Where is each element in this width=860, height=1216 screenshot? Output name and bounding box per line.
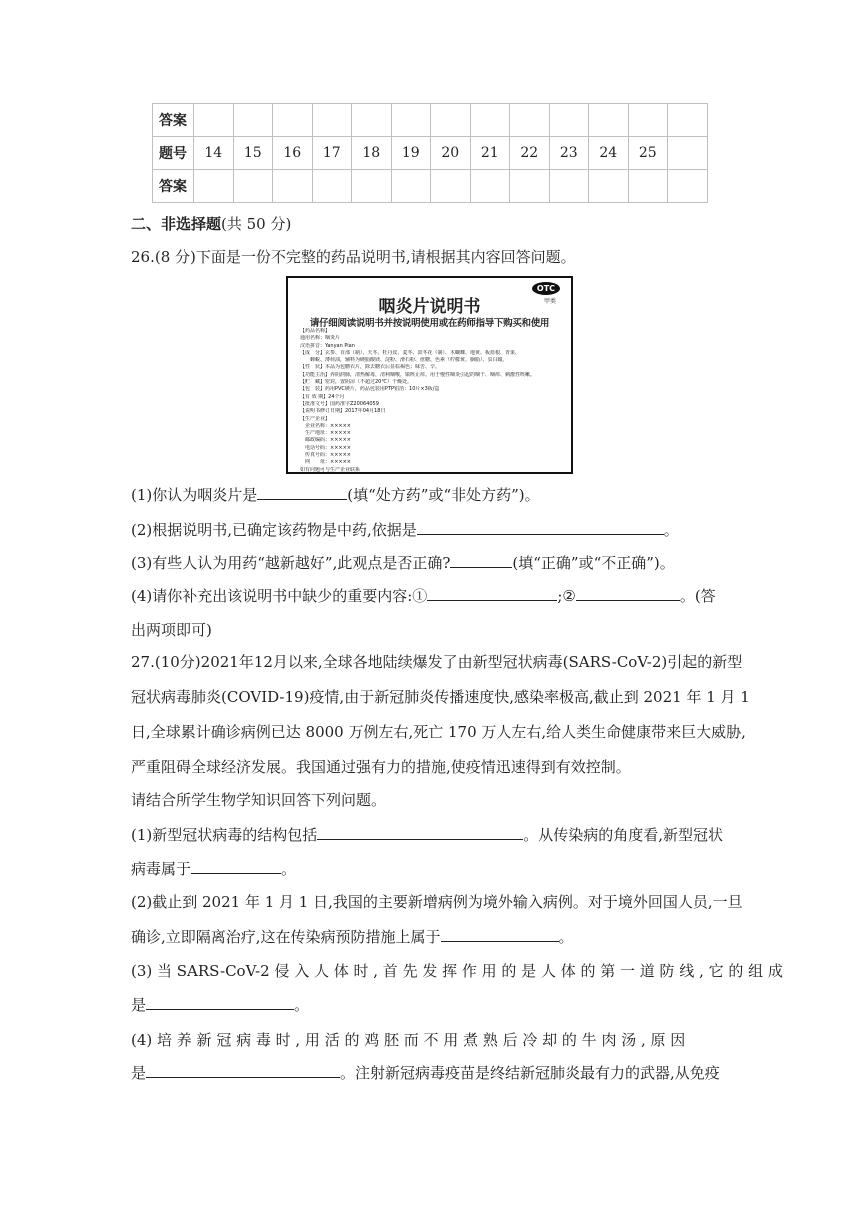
question-number: 17 [312, 137, 352, 170]
q26-part1 [131, 484, 741, 506]
answer-cell[interactable] [431, 170, 471, 203]
question-number: 15 [233, 137, 273, 170]
q27-part1-line2 [131, 858, 741, 880]
answer-blank[interactable] [257, 484, 347, 500]
q26-part3 [131, 552, 741, 574]
q26-p1-text: (1)你认为咽炎片是 [131, 486, 258, 504]
label-row: 【生产企业】 [300, 415, 331, 422]
question-number: 19 [391, 137, 431, 170]
section-score: (共 50 分) [221, 215, 292, 233]
q27-para-line: 日,全球累计确诊病例已达 8000 万例左右,死亡 170 万人左右,给人类生命健康带来巨大威胁, [131, 723, 746, 741]
answer-blank[interactable] [427, 585, 557, 601]
q26-p3-hint: (填“正确”或“不正确”)。 [512, 554, 675, 572]
q26-p4-end: 。(答 [679, 587, 716, 605]
label-row: 生产地址：××××× [300, 430, 351, 437]
q27-p1-text: (1)新型冠状病毒的结构包括 [131, 826, 318, 844]
label-row: 电话号码：××××× [300, 444, 351, 451]
q27-part2-line2 [131, 926, 741, 948]
answer-cell[interactable] [668, 170, 708, 203]
table-row [153, 104, 708, 137]
q27-p2-end: 。 [558, 928, 574, 946]
label-rows [300, 328, 565, 474]
answer-blank[interactable] [450, 552, 512, 568]
label-row: 【批准文号】国药准字Z20064059 [300, 400, 379, 407]
answer-cell[interactable] [391, 104, 431, 137]
label-row: 传真号码：××××× [300, 452, 351, 459]
q26-stem: 26.(8 分)下面是一份不完整的药品说明书,请根据其内容回答问题。 [131, 248, 576, 266]
question-number: 21 [470, 137, 510, 170]
answer-cell[interactable] [510, 104, 550, 137]
section-title: 二、非选择题 [131, 215, 222, 233]
q27-para-line: 冠状病毒肺炎(COVID-19)疫情,由于新冠肺炎传播速度快,感染率极高,截止到 2021 年 1 月 1 [131, 688, 750, 706]
answer-header: 答案 [153, 104, 194, 137]
q27-part3: (3) 当 SARS-CoV-2 侵 入 人 体 时 , 首 先 发 挥 作 用 的 是 人 体 的 第 一 道 防 线 , 它 的 组 成 [131, 962, 783, 980]
label-subtitle: 请仔细阅读说明书并按说明使用或在药师指导下购买和使用 [309, 318, 550, 329]
label-row: 企业名称：××××× [300, 422, 351, 429]
q27-p4-cont: 。注射新冠病毒疫苗是终结新冠肺炎最有力的武器,从免疫 [340, 1064, 720, 1082]
otc-badge: OTC [532, 282, 560, 295]
q27-part4-line2 [131, 1062, 741, 1084]
answer-blank[interactable] [576, 585, 680, 601]
label-row: 通用名称：咽炎片 [300, 335, 341, 342]
answer-cell[interactable] [510, 170, 550, 203]
answer-blank[interactable] [417, 519, 664, 535]
q26-p4-sep: ;② [557, 587, 576, 605]
q27-part2: (2)截止到 2021 年 1 月 1 日,我国的主要新增病例为境外输入病例。对于境外回国人员,一旦 [131, 893, 743, 911]
label-row: 【有 效 期】24个月 [300, 393, 345, 400]
empty-cell [668, 137, 708, 170]
answer-cell[interactable] [273, 104, 313, 137]
question-number: 22 [510, 137, 550, 170]
q27-para-line: 严重阻碍全球经济发展。我国通过强有力的措施,使疫情迅速得到有效控制。 [131, 758, 631, 776]
label-row: 如有问题可与生产企业联系 [300, 466, 361, 473]
q27-p2-text: 确诊,立即隔离治疗,这在传染病预防措施上属于 [131, 928, 441, 946]
question-number: 23 [549, 137, 589, 170]
answer-blank[interactable] [191, 858, 281, 874]
answer-cell[interactable] [589, 170, 629, 203]
answer-cell[interactable] [470, 170, 510, 203]
question-number: 18 [352, 137, 392, 170]
answer-cell[interactable] [352, 170, 392, 203]
q27-p1-cont: 。从传染病的角度看,新型冠状 [523, 826, 724, 844]
q27-intro: 请结合所学生物学知识回答下列问题。 [131, 791, 387, 809]
question-number: 14 [194, 137, 234, 170]
answer-cell[interactable] [628, 170, 668, 203]
q27-p4-text: 是 [131, 1064, 147, 1082]
answer-blank[interactable] [441, 926, 559, 942]
label-row: 【功能主治】养阴润肺，清热解毒，清利咽喉，镇咳止痒。用于慢性咽炎引起的咽干、咽痒、刺激性咳嗽。 [300, 371, 536, 378]
answer-cell[interactable] [233, 170, 273, 203]
q26-part4 [131, 585, 741, 607]
answer-cell[interactable] [391, 170, 431, 203]
section-heading [131, 213, 741, 235]
q27-p1-text2: 病毒属于 [131, 860, 192, 878]
label-title: 咽炎片说明书 [378, 297, 481, 317]
number-header: 题号 [153, 137, 194, 170]
label-row: 【性 状】本品为包糖衣片，除去糖衣后显棕褐色；味苦、辛。 [300, 364, 441, 371]
question-number: 25 [628, 137, 668, 170]
answer-cell[interactable] [589, 104, 629, 137]
q26-p2-end: 。 [663, 521, 679, 539]
table-row [153, 137, 708, 170]
question-number: 20 [431, 137, 471, 170]
answer-cell[interactable] [194, 104, 234, 137]
q26-p2-text: (2)根据说明书,已确定该药物是中药,依据是 [131, 521, 417, 539]
label-row: 【说明书修订日期】2017年04月18日 [300, 408, 386, 415]
q27-p3-text: 是 [131, 996, 147, 1014]
answer-cell[interactable] [312, 104, 352, 137]
question-number: 24 [589, 137, 629, 170]
q26-part2 [131, 519, 741, 541]
q27-part4: (4) 培 养 新 冠 病 毒 时 , 用 活 的 鸡 胚 而 不 用 煮 熟 后 冷 却 的 牛 肉 汤 , 原 因 [131, 1031, 686, 1049]
q27-para-line: 27.(10分)2021年12月以来,全球各地陆续爆发了由新型冠状病毒(SARS-CoV-2)引起的新型 [131, 653, 743, 671]
label-row: 【成 分】玄参、百部（制）、天冬、牡丹皮、麦冬、款冬花（制）、木蝴蝶、地黄、板蓝根、青果、 [300, 349, 521, 356]
label-row: 【贮 藏】密封，置阴凉（不超过20℃）干燥处。 [300, 379, 412, 386]
answer-cell[interactable] [549, 104, 589, 137]
answer-cell[interactable] [668, 104, 708, 137]
question-number: 16 [273, 137, 313, 170]
q27-part3-line2 [131, 994, 741, 1016]
answer-blank[interactable] [146, 994, 294, 1010]
otc-category: 甲类 [543, 298, 556, 305]
q26-part4-cont: 出两项即可) [131, 621, 212, 639]
label-row: 网 址：××××× [300, 459, 351, 466]
q26-p3-text: (3)有些人认为用药“越新越好”,此观点是否正确? [131, 554, 451, 572]
answer-blank[interactable] [317, 824, 523, 840]
answer-cell[interactable] [352, 104, 392, 137]
answer-table [152, 103, 708, 203]
label-row: 蝉蜕、薄荷油，辅料为硬脂酸镁、淀粉、滑石粉、蔗糖、色素（柠檬黄、胭脂）、虫白蜡。 [300, 357, 508, 364]
answer-cell[interactable] [233, 104, 273, 137]
answer-cell[interactable] [628, 104, 668, 137]
q27-part1 [131, 824, 741, 846]
answer-cell[interactable] [470, 104, 510, 137]
label-row: 邮政编码：××××× [300, 437, 351, 444]
answer-cell[interactable] [312, 170, 352, 203]
table-row [153, 170, 708, 203]
answer-cell[interactable] [194, 170, 234, 203]
label-row: 汉语拼音：Yanyan Pian [300, 342, 355, 349]
label-row: 【包 装】药用PVC硬片，药品包装用PTP铝箔：10片×3板/盒 [300, 386, 440, 393]
medicine-label-image [286, 276, 573, 474]
label-row: 【药品名称】 [300, 328, 331, 334]
answer-blank[interactable] [146, 1062, 340, 1078]
answer-cell[interactable] [549, 170, 589, 203]
answer-header: 答案 [153, 170, 194, 203]
answer-cell[interactable] [273, 170, 313, 203]
q26-p4-text: (4)请你补充出该说明书中缺少的重要内容:① [131, 587, 428, 605]
q27-p1-end: 。 [281, 860, 297, 878]
answer-cell[interactable] [431, 104, 471, 137]
q26-p1-hint: (填“处方药”或“非处方药”)。 [347, 486, 540, 504]
q27-p3-end: 。 [294, 996, 310, 1014]
